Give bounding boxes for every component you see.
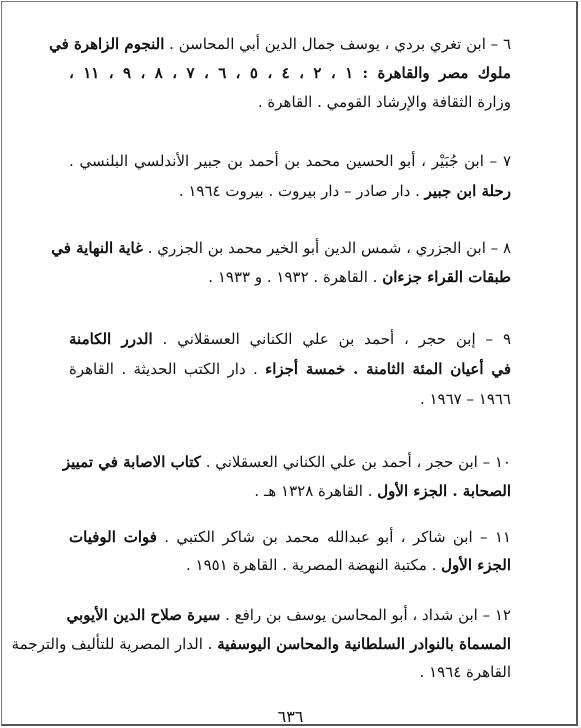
entry-8-line-1 (51, 237, 511, 259)
entry-9-line-3 (69, 388, 511, 410)
entry-12-title-cont: المسماة بالنوادر السلطانية والمحاسن اليوسفية (217, 635, 511, 653)
entry-12-publisher: . الدار المصرية للتأليف والترجمة (11, 635, 218, 653)
entry-8-publisher: . القاهرة . ١٩٣٢ . و ١٩٣٣ . (208, 268, 383, 286)
entry-11-title-cont: الجزء الأول (441, 556, 511, 574)
entry-6-author: ٦ – ابن تغري بردي ، يوسف جمال الدين أبي المحاسن . (164, 35, 511, 53)
entry-10-publisher: . القاهرة ١٣٢٨ هـ . (254, 482, 378, 500)
entry-8-line-2 (69, 266, 511, 288)
entry-9-line-1 (69, 328, 511, 350)
entry-12-author: ١٢ – ابن شداد ، أبو المحاسن يوسف بن رافع . (220, 606, 511, 624)
entry-6-publisher: وزارة الثقافة والإرشاد القومي . القاهرة . (257, 93, 511, 111)
entry-11-title: فوات الوفيات (69, 528, 157, 546)
entry-10-line-2 (69, 480, 511, 502)
entry-12-line-2 (11, 633, 511, 655)
entry-12-title: سيرة صلاح الدين الأيوبي (66, 606, 221, 624)
entry-7-title: رحلة ابن جبير (424, 182, 511, 200)
entry-7-author: ٧ – ابن جُبَيْر ، أبو الحسين محمد بن أحمد بن جبير الأندلسي البلنسي . (69, 152, 511, 170)
entry-8-title: غاية النهاية في (51, 239, 143, 257)
entry-8-title-cont: طبقات القراء جزءان (382, 268, 511, 286)
entry-11-publisher: . مكتبة النهضة المصرية . القاهرة ١٩٥١ . (185, 556, 442, 574)
entry-12-line-3 (69, 661, 511, 683)
entry-12-line-1 (66, 604, 511, 626)
entry-9-title: الدرر الكامنة (69, 330, 153, 348)
entry-10-title: كتاب الاصابة في تمييز (62, 453, 201, 471)
entry-6-line-1 (49, 33, 511, 55)
entry-9-title-cont: في أعيان المئة الثامنة . خمسة أجزاء (265, 360, 511, 378)
entry-8-author: ٨ – ابن الجزري ، شمس الدين أبو الخير محمد بن الجزري . (142, 239, 511, 257)
entry-11-author: ١١ – ابن شاكر ، أبو عبدالله محمد بن شاكر الكتبي . (156, 528, 511, 546)
entry-11-line-1 (69, 526, 511, 548)
entry-9-publisher: . دار الكتب الحديثة . القاهرة (69, 360, 266, 378)
entry-6-title-cont: ملوك مصر والقاهرة : ١ ، ٢ ، ٤ ، ٥ ، ٦ ، ٧ ، ٨ ، ٩ ، ١١ ، (69, 64, 511, 82)
entry-9-years: ١٩٦٦ – ١٩٦٧ . (419, 390, 511, 408)
entry-7-publisher: . دار صادر – دار بيروت . بيروت ١٩٦٤ . (178, 182, 425, 200)
entry-6-line-2 (69, 62, 511, 84)
entry-9-author: ٩ – إبن حجر ، أحمد بن علي الكناني العسقلاني . (152, 330, 511, 348)
entry-10-author: ١٠ – ابن حجر ، أحمد بن علي الكناني العسقلاني . (200, 453, 511, 471)
entry-7-line-1 (69, 150, 511, 172)
entry-6-line-3 (69, 91, 511, 113)
page-number: ٦٣٦ (277, 707, 304, 726)
entry-6-title: النجوم الزاهرة في (49, 35, 165, 53)
entry-7-line-2 (69, 180, 511, 202)
entry-9-line-2 (69, 358, 511, 380)
entry-10-title-cont: الصحابة . الجزء الأول (377, 482, 511, 500)
entry-11-line-2 (69, 554, 511, 576)
entry-12-year: القاهرة ١٩٦٤ . (419, 663, 511, 681)
entry-10-line-1 (62, 451, 511, 473)
